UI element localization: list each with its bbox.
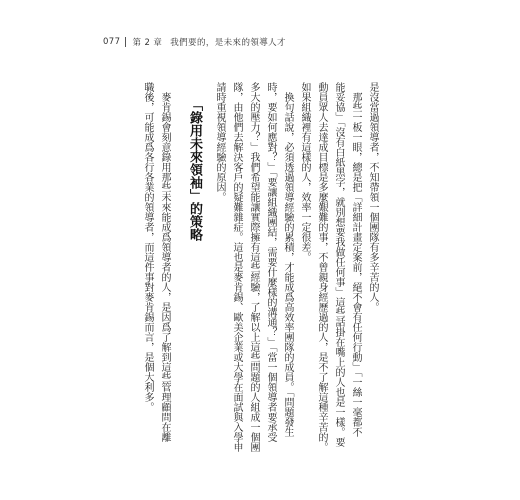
text-column: 能妥協」「沒有白紙黑字，就別想要我做任何事」這些話掛在嘴上的人也是一樣。要 — [333, 82, 344, 447]
running-header — [103, 36, 286, 48]
body-text — [139, 82, 381, 467]
text-column: 隊，由他們去解決客戶的疑難雜症。這也是麥肯錫、歐美企業或大學在面試與入學申 — [231, 82, 242, 452]
text-column: 多大的壓力？」我們希望能讓實際擁有這些經驗，了解以上這些問題的人組成一個團 — [248, 82, 259, 452]
text-column: 換句話說，必須透過領導經驗的累積，才能成爲高效率團隊的成員。「問題發生 — [282, 82, 293, 437]
text-column: 時，要如何應對？」「要讓組織團結，需要什麼樣的溝通？」「當一個領導者要承受 — [265, 82, 276, 442]
text-column: 如果組織裡有這樣的人，效率一定很差。 — [299, 82, 310, 262]
chapter-number: 第 2 章 — [132, 38, 163, 48]
text-column: 麥肯錫會刻意錄用那些未來能成爲領導者的人，是因爲了解到這些管理顧問在離 — [159, 82, 170, 442]
chapter-title: 我們要的，是未來的領導人才 — [170, 38, 286, 48]
paragraph — [296, 82, 364, 467]
text-column: 是沒當過領導者，不知帶領一個團隊有多辛苦的人。 — [367, 82, 378, 312]
text-column: 那些一板一眼，總是把「詳細計畫定案前，絕不會有任何行動」「一絲一毫都不 — [350, 82, 361, 437]
section-heading: 「錄用未來領袖」的策略 — [187, 98, 202, 241]
text-column: 動員眾人去達成目標是多麼艱難的事，不曾親身經歷過的人，是不了解這種辛苦的。 — [316, 82, 327, 452]
text-column: 請時重視領導經驗的原因。 — [214, 82, 225, 202]
paragraph — [211, 82, 296, 467]
paragraph — [139, 82, 173, 467]
paragraph-continued — [364, 82, 381, 467]
page-number: 077 — [103, 37, 121, 47]
header-divider — [125, 37, 126, 47]
text-column: 職後，可能成爲各行各業的領導者，而這件事對麥肯錫而言，是個大利多。 — [142, 82, 153, 412]
